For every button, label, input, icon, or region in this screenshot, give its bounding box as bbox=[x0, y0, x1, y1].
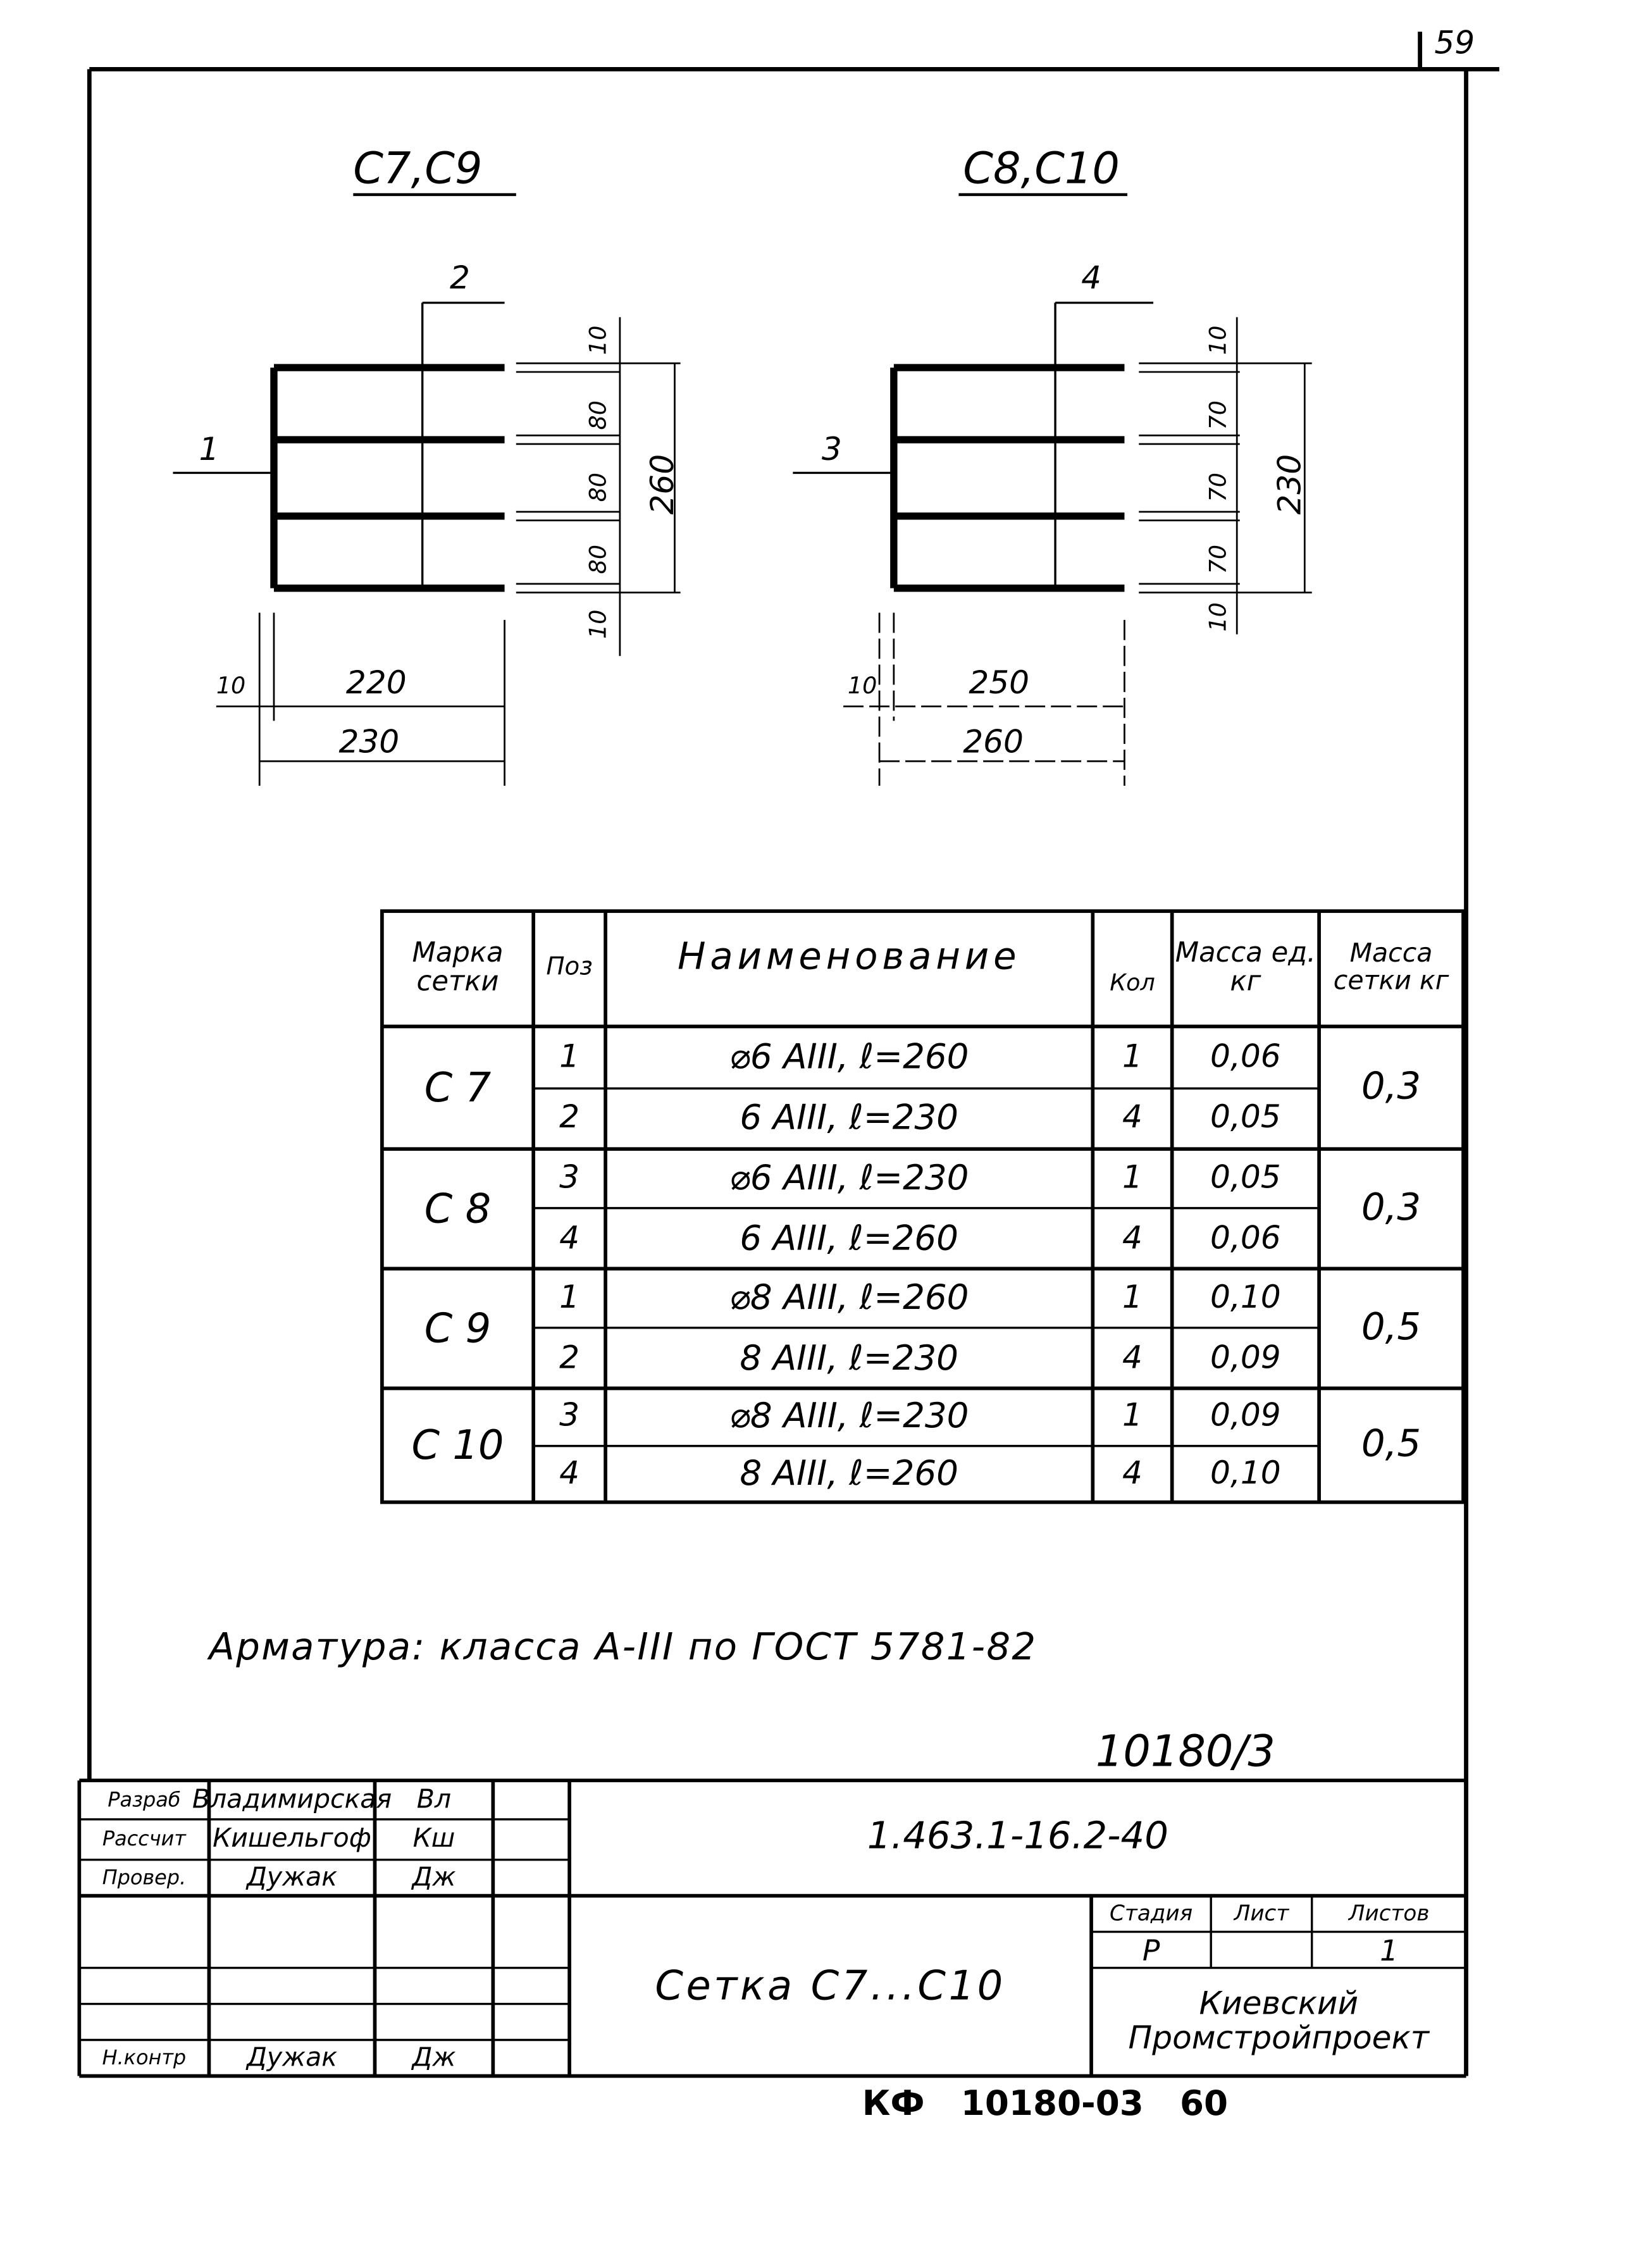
dimension-label: 10 bbox=[847, 671, 877, 700]
cell-pos: 1 bbox=[559, 1039, 580, 1075]
position-label: 1 bbox=[199, 432, 220, 469]
cell-pos: 2 bbox=[559, 1340, 580, 1377]
cell-unit-mass: 0,10 bbox=[1210, 1280, 1281, 1317]
cell-name: 6 АIII, ℓ=260 bbox=[740, 1217, 958, 1258]
mesh-mass: 0,5 bbox=[1361, 1422, 1422, 1466]
archive-number: 10180/3 bbox=[1095, 1727, 1275, 1778]
sheet-label: Лист bbox=[1234, 1900, 1289, 1926]
footer-code: КФ 10180-03 60 bbox=[862, 2083, 1229, 2124]
position-label: 2 bbox=[449, 261, 470, 297]
cell-qty: 1 bbox=[1122, 1280, 1143, 1317]
cell-qty: 4 bbox=[1122, 1455, 1143, 1492]
cell-unit-mass: 0,06 bbox=[1210, 1220, 1281, 1257]
cell-unit-mass: 0,06 bbox=[1210, 1039, 1281, 1075]
rebar-note: Арматура: класса А-III по ГОСТ 5781-82 bbox=[209, 1626, 1037, 1670]
cell-pos: 1 bbox=[559, 1280, 580, 1317]
dimension-label: 10 bbox=[1204, 325, 1232, 355]
title-block-role: Разраб bbox=[108, 1788, 181, 1812]
cell-name: ⌀8 АIII, ℓ=260 bbox=[729, 1277, 969, 1318]
dimension-label: 220 bbox=[345, 666, 407, 702]
dimension-label: 80 bbox=[584, 544, 612, 574]
title-block-sign: Дж bbox=[412, 2042, 456, 2073]
drawing-title: С7,С9 bbox=[353, 144, 483, 195]
dimension-label: 10 bbox=[584, 325, 612, 355]
dimension-label: 10 bbox=[1204, 602, 1232, 632]
dimension-label: 80 bbox=[584, 473, 612, 502]
page-number: 59 bbox=[1434, 26, 1475, 62]
cell-name: ⌀6 АIII, ℓ=230 bbox=[729, 1158, 969, 1199]
title-block-role: Рассчит bbox=[102, 1828, 186, 1851]
title-block-role: Провер. bbox=[102, 1866, 187, 1890]
dimension-label: 10 bbox=[216, 671, 246, 700]
position-label: 4 bbox=[1081, 261, 1102, 297]
cell-qty: 4 bbox=[1122, 1100, 1143, 1137]
stage-label: Стадия bbox=[1110, 1900, 1193, 1926]
dimension-chain bbox=[584, 317, 627, 648]
mesh-mass: 0,3 bbox=[1361, 1186, 1422, 1230]
sheets-value: 1 bbox=[1380, 1932, 1399, 1967]
cell-pos: 3 bbox=[559, 1160, 580, 1197]
cell-name: ⌀8 АIII, ℓ=230 bbox=[729, 1396, 969, 1437]
cell-pos: 3 bbox=[559, 1398, 580, 1435]
title-block-sign: Дж bbox=[412, 1862, 456, 1892]
mesh-mark: С 9 bbox=[424, 1304, 492, 1353]
header-name: Наименование bbox=[677, 935, 1021, 979]
header-unit-mass: Масса ед. кг bbox=[1175, 937, 1316, 998]
mesh-mass: 0,3 bbox=[1361, 1065, 1422, 1109]
dimension-label: 10 bbox=[584, 609, 612, 639]
mesh-mass: 0,5 bbox=[1361, 1306, 1422, 1349]
title-block-role: Н.контр bbox=[102, 2046, 187, 2070]
cell-pos: 4 bbox=[559, 1220, 580, 1257]
document-title: Сетка С7...С10 bbox=[655, 1961, 1006, 2010]
cell-qty: 1 bbox=[1122, 1160, 1143, 1197]
header-mark: Марка сетки bbox=[412, 937, 504, 998]
cell-pos: 4 bbox=[559, 1455, 580, 1492]
dimension-label: 230 bbox=[338, 725, 400, 762]
dimension-total: 260 bbox=[645, 454, 682, 515]
header-pos: Поз bbox=[546, 953, 593, 982]
cell-name: 6 АIII, ℓ=230 bbox=[740, 1097, 958, 1138]
dimension-label: 70 bbox=[1204, 400, 1232, 430]
organization-name: Киевский Промстройпроект bbox=[1128, 1987, 1430, 2057]
document-code: 1.463.1-16.2-40 bbox=[867, 1815, 1168, 1859]
title-block-name: Владимирская bbox=[192, 1784, 392, 1814]
stage-value: Р bbox=[1142, 1932, 1160, 1967]
title-block-sign: Вл bbox=[416, 1784, 452, 1814]
cell-unit-mass: 0,10 bbox=[1210, 1455, 1281, 1492]
header-mesh-mass: Масса сетки кг bbox=[1333, 938, 1449, 996]
dimension-label: 80 bbox=[584, 400, 612, 430]
cell-unit-mass: 0,09 bbox=[1210, 1340, 1281, 1377]
cell-qty: 4 bbox=[1122, 1220, 1143, 1257]
cell-unit-mass: 0,09 bbox=[1210, 1398, 1281, 1435]
dimension-label: 250 bbox=[969, 666, 1030, 702]
position-label: 3 bbox=[821, 432, 842, 469]
cell-pos: 2 bbox=[559, 1100, 580, 1137]
dimension-total: 230 bbox=[1273, 454, 1310, 515]
drawing-title: С8,С10 bbox=[963, 144, 1120, 195]
cell-name: 8 АIII, ℓ=260 bbox=[740, 1453, 958, 1494]
cell-qty: 4 bbox=[1122, 1340, 1143, 1377]
mesh-mark: С 10 bbox=[411, 1421, 504, 1469]
cell-unit-mass: 0,05 bbox=[1210, 1160, 1281, 1197]
title-block-name: Дужак bbox=[246, 2042, 338, 2073]
sheets-label: Листов bbox=[1348, 1900, 1430, 1926]
dimension-label: 260 bbox=[963, 725, 1024, 762]
title-block-name: Дужак bbox=[246, 1862, 338, 1892]
cell-name: 8 АIII, ℓ=230 bbox=[740, 1337, 958, 1378]
mesh-mark: С 8 bbox=[424, 1184, 492, 1232]
cell-name: ⌀6 АIII, ℓ=260 bbox=[729, 1036, 969, 1077]
mesh-mark: С 7 bbox=[424, 1063, 492, 1112]
dimension-chain bbox=[1204, 317, 1247, 648]
cell-qty: 1 bbox=[1122, 1398, 1143, 1435]
title-block-sign: Кш bbox=[412, 1823, 455, 1854]
dimension-label: 70 bbox=[1204, 544, 1232, 574]
title-block-name: Кишельгоф bbox=[213, 1823, 371, 1854]
header-qty: Кол bbox=[1110, 968, 1155, 996]
cell-qty: 1 bbox=[1122, 1039, 1143, 1075]
cell-unit-mass: 0,05 bbox=[1210, 1100, 1281, 1137]
dimension-label: 70 bbox=[1204, 473, 1232, 502]
